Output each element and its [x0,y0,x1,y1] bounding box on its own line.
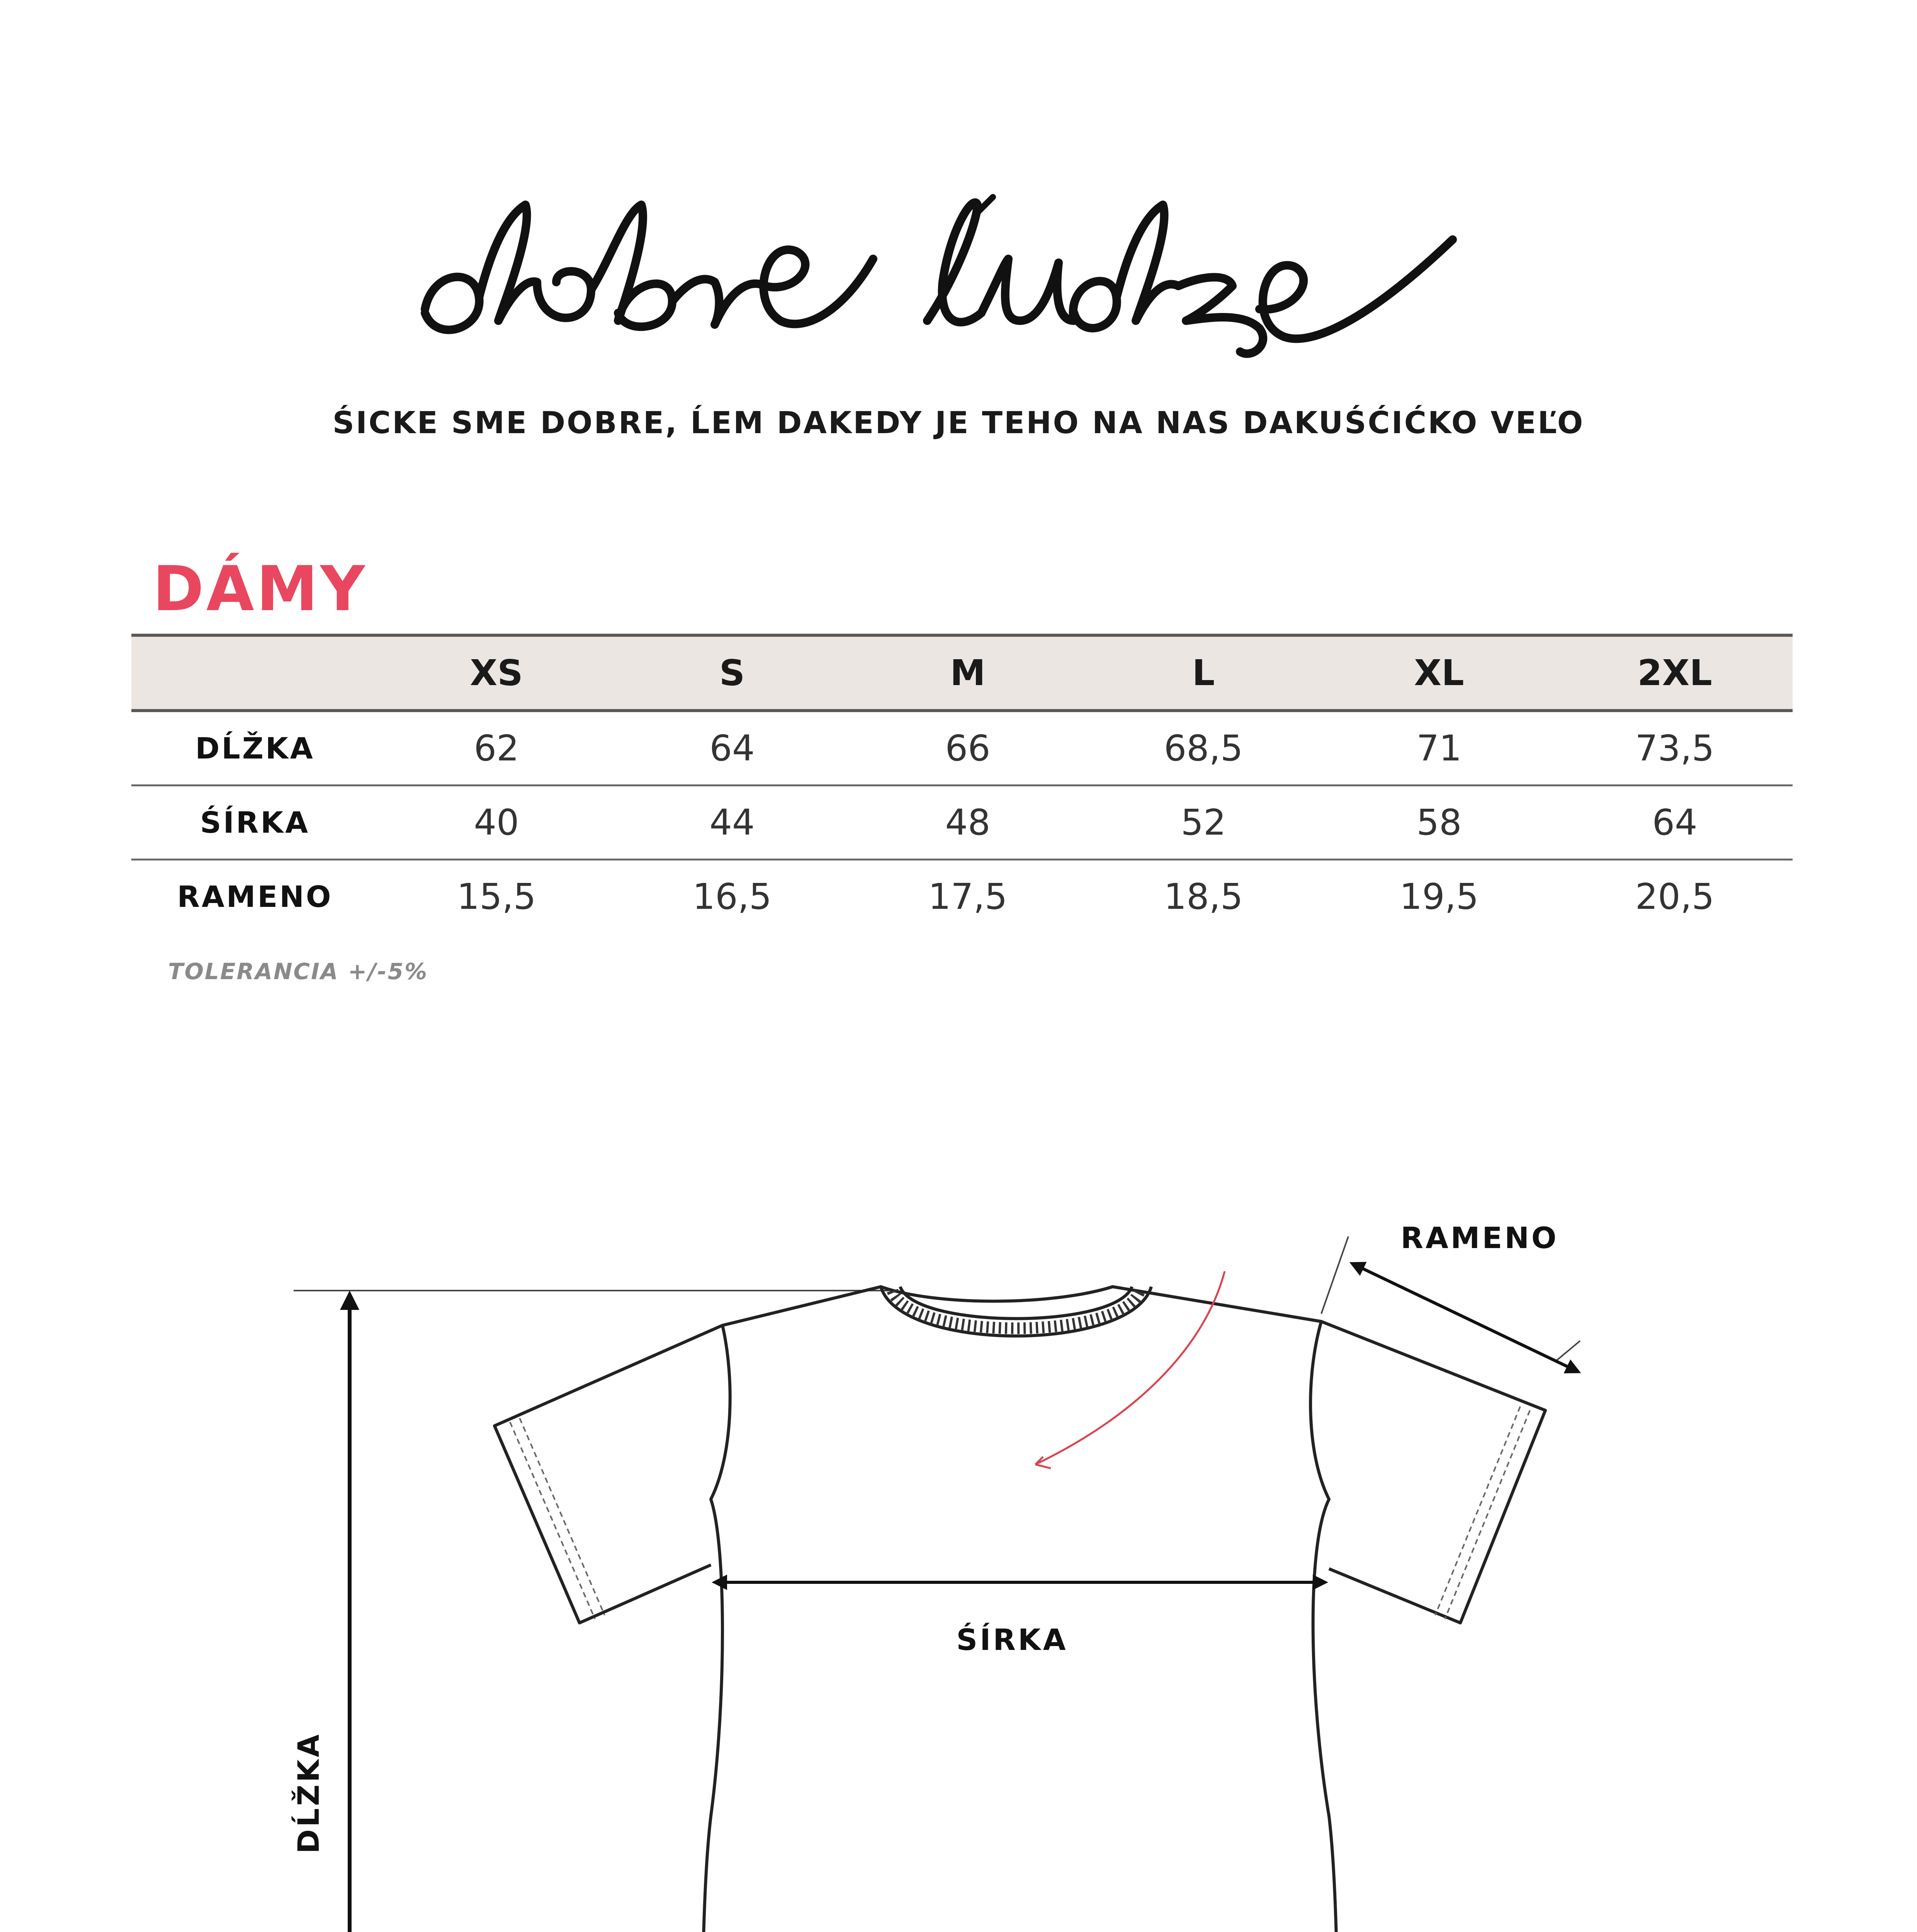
slogan: ŚICKE SME DOBRE, ĹEM DAKEDY JE TEHO NA NAS DAKUŚĆIĆKO VEĽO [332,406,1585,440]
header-size-xs: XS [379,635,614,711]
table-row [131,860,1793,933]
header-empty [131,635,379,711]
brand-logo [410,182,1484,359]
table-cell: 15,5 [457,876,536,917]
table-cell: 62 [379,711,614,786]
table-header-row [131,635,1793,711]
section-title: DÁMY [153,553,367,625]
table-cell: 71 [1321,711,1557,786]
table-cell: 52 [1086,786,1321,860]
table-cell: 17,5 [928,876,1008,917]
table-row [131,786,1793,860]
table-cell: 64 [614,711,850,786]
header-size-s: S [614,635,850,711]
size-table [131,634,1793,933]
table-cell: 44 [614,786,850,860]
row-label-rameno: RAMENO [177,879,333,914]
table-cell: 73,5 [1557,711,1793,786]
table-cell: 20,5 [1635,876,1715,917]
table-cell: 64 [1557,786,1793,860]
header-size-2xl: 2XL [1557,635,1793,711]
table-cell: 58 [1321,786,1557,860]
table-cell: 48 [850,786,1086,860]
shoulder-arrow [1352,1264,1578,1372]
row-label-dlzka: DĹŽKA [131,711,379,786]
table-cell: 18,5 [1164,876,1243,917]
label-dlzka: DĹŽKA [291,1732,326,1854]
header-size-xl: XL [1321,635,1557,711]
row-label-sirka: ŚÍRKA [131,786,379,860]
header-size-m: M [850,635,1086,711]
table-cell: 66 [850,711,1086,786]
table-cell: 19,5 [1399,876,1479,917]
table-row [131,711,1793,786]
tolerance-note: TOLERANCIA +/-5% [168,958,428,985]
table-cell: 40 [379,786,614,860]
header-size-l: L [1086,635,1321,711]
label-rameno: RAMENO [1400,1221,1559,1255]
tshirt-diagram [0,1159,1917,1932]
label-sirka: ŚÍRKA [956,1622,1068,1657]
table-cell: 16,5 [692,876,772,917]
table-cell: 68,5 [1086,711,1321,786]
